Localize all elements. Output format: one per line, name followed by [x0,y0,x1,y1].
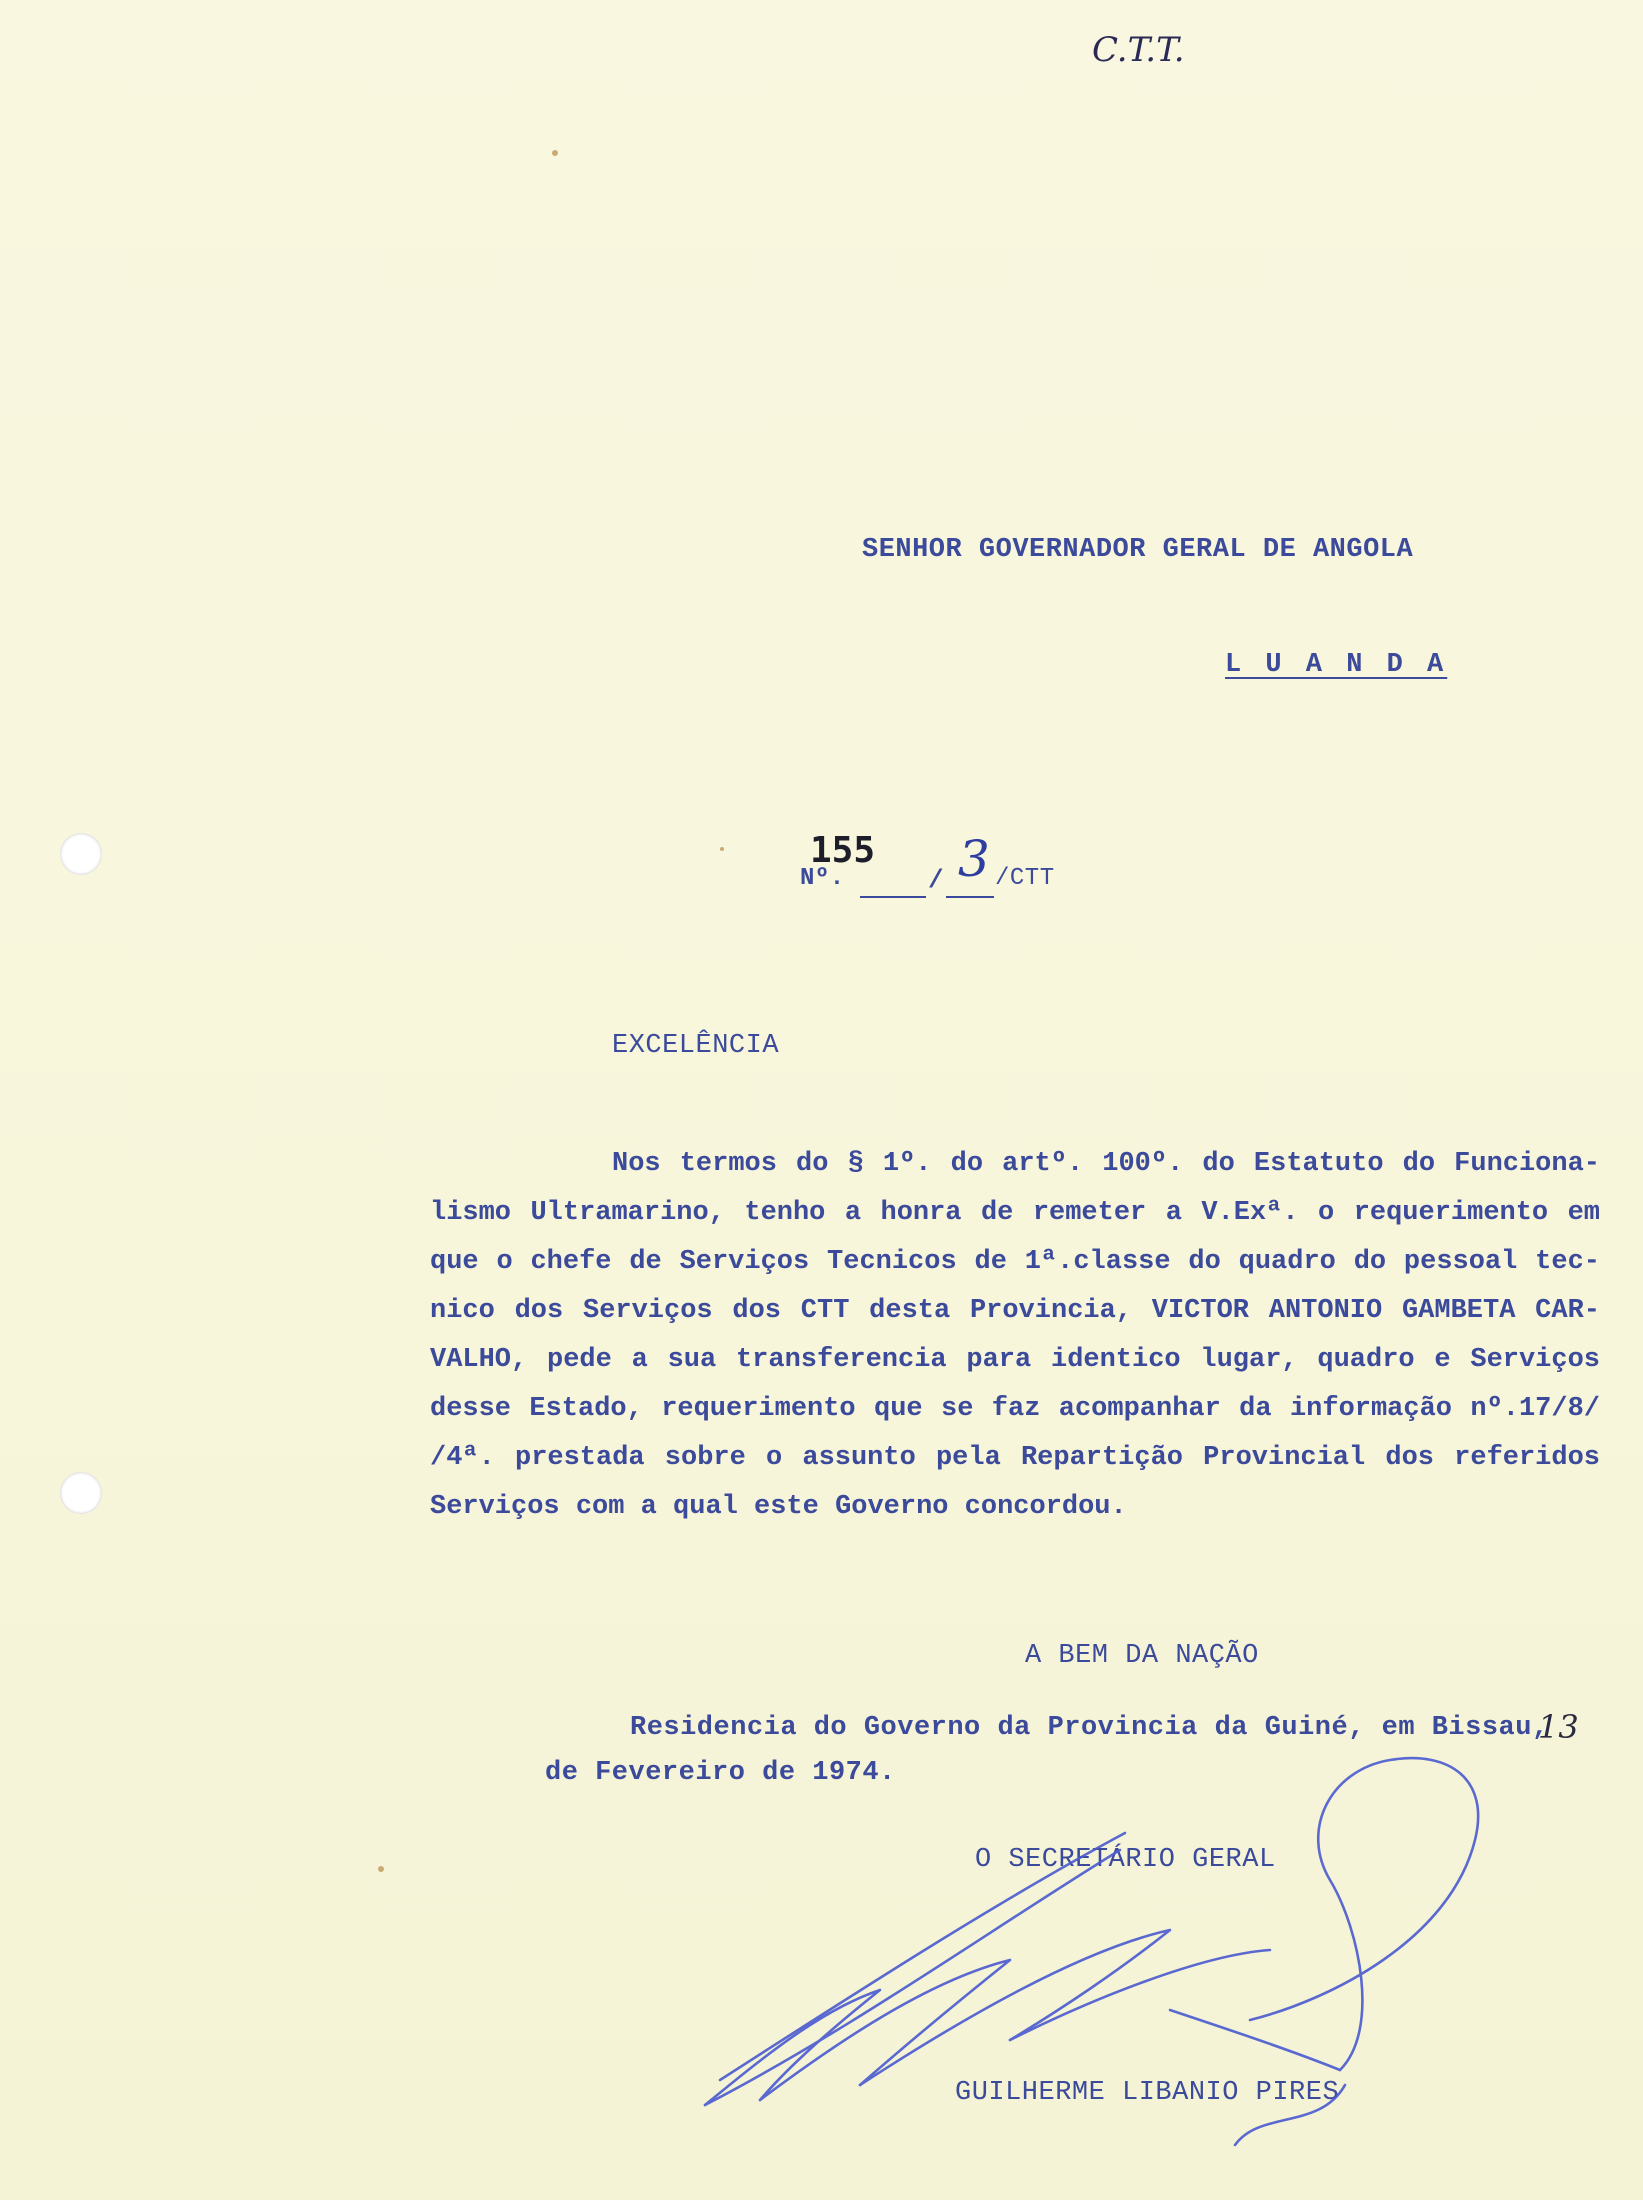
signature-stroke [1010,1950,1270,2040]
body-line: desse Estado, requerimento que se faz acompanhar da informação nº.17/8/ [430,1394,1600,1424]
body-paragraph [430,1140,1600,1532]
punch-hole-bottom [60,1472,102,1514]
closing-motto: A BEM DA NAÇÃO [1025,1641,1259,1671]
addressee-city: L U A N D A [1225,650,1448,680]
punch-hole-top [60,833,102,875]
reference-slash: / [928,865,945,895]
body-line: /4ª. prestada sobre o assunto pela Repartição Provincial dos referidos [430,1443,1600,1473]
date-day-handwritten: 13 [1538,1708,1579,1746]
ctt-handwritten-mark: C.T.T. [1092,30,1185,70]
salutation: EXCELÊNCIA [612,1031,780,1061]
signature-stroke [1250,1758,1478,2070]
signature-stroke [705,1990,880,2105]
paper-speck [720,847,724,851]
body-line: Nos termos do § 1º. do artº. 100º. do Estatuto do Funciona- [612,1149,1600,1179]
reference-number-stamp: 155 [810,830,876,871]
signer-name: GUILHERME LIBANIO PIRES [955,2078,1340,2108]
reference-suffix: /CTT [995,865,1055,892]
signature-stroke [860,1930,1170,2085]
body-line: Serviços com a qual este Governo concordou. [430,1492,1127,1522]
body-line: nico dos Serviços dos CTT desta Provincia, VICTOR ANTONIO GAMBETA CAR- [430,1296,1600,1326]
reference-handwritten: 3 [958,830,990,888]
signature-stroke [1170,2010,1340,2070]
body-line: que o chefe de Serviços Tecnicos de 1ª.classe do quadro do pessoal tec- [430,1247,1600,1277]
signer-title: O SECRETÁRIO GERAL [975,1845,1276,1875]
body-line: VALHO, pede a sua transferencia para identico lugar, quadro e Serviços [430,1345,1600,1375]
body-line: lismo Ultramarino, tenho a honra de remeter a V.Exª. o requerimento em [430,1198,1600,1228]
reference-prefix: Nº. [800,865,845,892]
paper-speck [378,1866,384,1872]
addressee-line: SENHOR GOVERNADOR GERAL DE ANGOLA [862,535,1414,565]
place-date-line-1: Residencia do Governo da Provincia da Guiné, em Bissau, [630,1713,1549,1743]
paper-speck [552,150,558,156]
signature-stroke [705,1850,1120,2105]
reference-number [800,830,1060,900]
place-date-line-2: de Fevereiro de 1974. [545,1758,896,1788]
